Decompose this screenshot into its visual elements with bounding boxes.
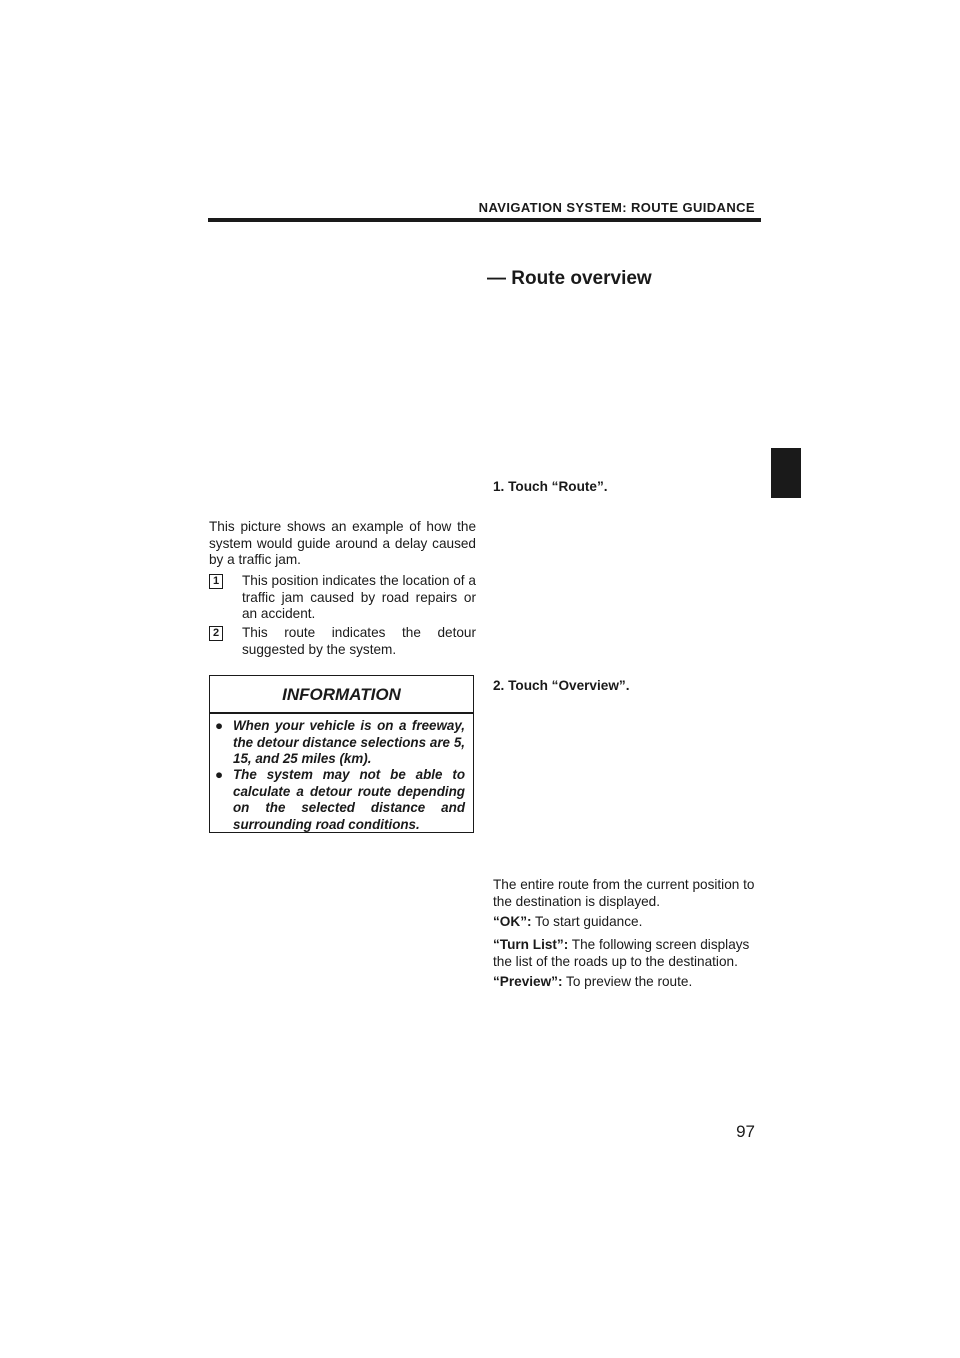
option-ok-text: To start guidance.: [535, 914, 643, 929]
section-title: — Route overview: [487, 268, 652, 289]
option-turn-list: [493, 937, 761, 970]
callout-number-2: 2: [209, 626, 223, 641]
bullet-icon: ●: [215, 718, 224, 733]
bullet-icon: ●: [215, 767, 224, 782]
step-2: 2. Touch “Overview”.: [493, 678, 630, 693]
note-item-1: [209, 573, 476, 623]
page-number: 97: [736, 1122, 755, 1141]
information-bullet-2: [215, 767, 465, 833]
option-preview-label: “Preview”:: [493, 974, 563, 989]
step-1: 1. Touch “Route”.: [493, 479, 608, 494]
note-text-1: This position indicates the location of a traffic jam caused by road repairs or an accident.: [242, 573, 476, 621]
running-header: NAVIGATION SYSTEM: ROUTE GUIDANCE: [478, 200, 755, 215]
overview-description: The entire route from the current position to the destination is displayed.: [493, 877, 755, 909]
option-turn-list-text: The following screen displays the list of the roads up to the destination.: [493, 937, 750, 969]
note-item-2: [209, 625, 476, 658]
header-rule: [208, 218, 761, 222]
option-preview-text: To preview the route.: [566, 974, 693, 989]
information-box: [209, 675, 474, 833]
option-turn-list-label: “Turn List”:: [493, 937, 569, 952]
information-title: INFORMATION: [282, 685, 401, 704]
note-text-2: This route indicates the detour suggested by the system.: [242, 625, 476, 657]
intro-paragraph: This picture shows an example of how the system would guide around a delay caused by a traffic jam.: [209, 519, 476, 567]
information-bullet-1: [215, 718, 465, 768]
option-ok: [493, 914, 761, 931]
chapter-tab-marker: [771, 448, 801, 498]
bullet-text-1: When your vehicle is on a freeway, the detour distance selections are 5, 15, and 25 miles (km).: [233, 718, 465, 766]
bullet-text-2: The system may not be able to calculate a detour route depending on the selected distance and surrounding road conditions.: [233, 767, 465, 832]
callout-number-1: 1: [209, 574, 223, 589]
option-ok-label: “OK”:: [493, 914, 532, 929]
information-rule: [210, 712, 473, 714]
option-preview: [493, 974, 761, 991]
